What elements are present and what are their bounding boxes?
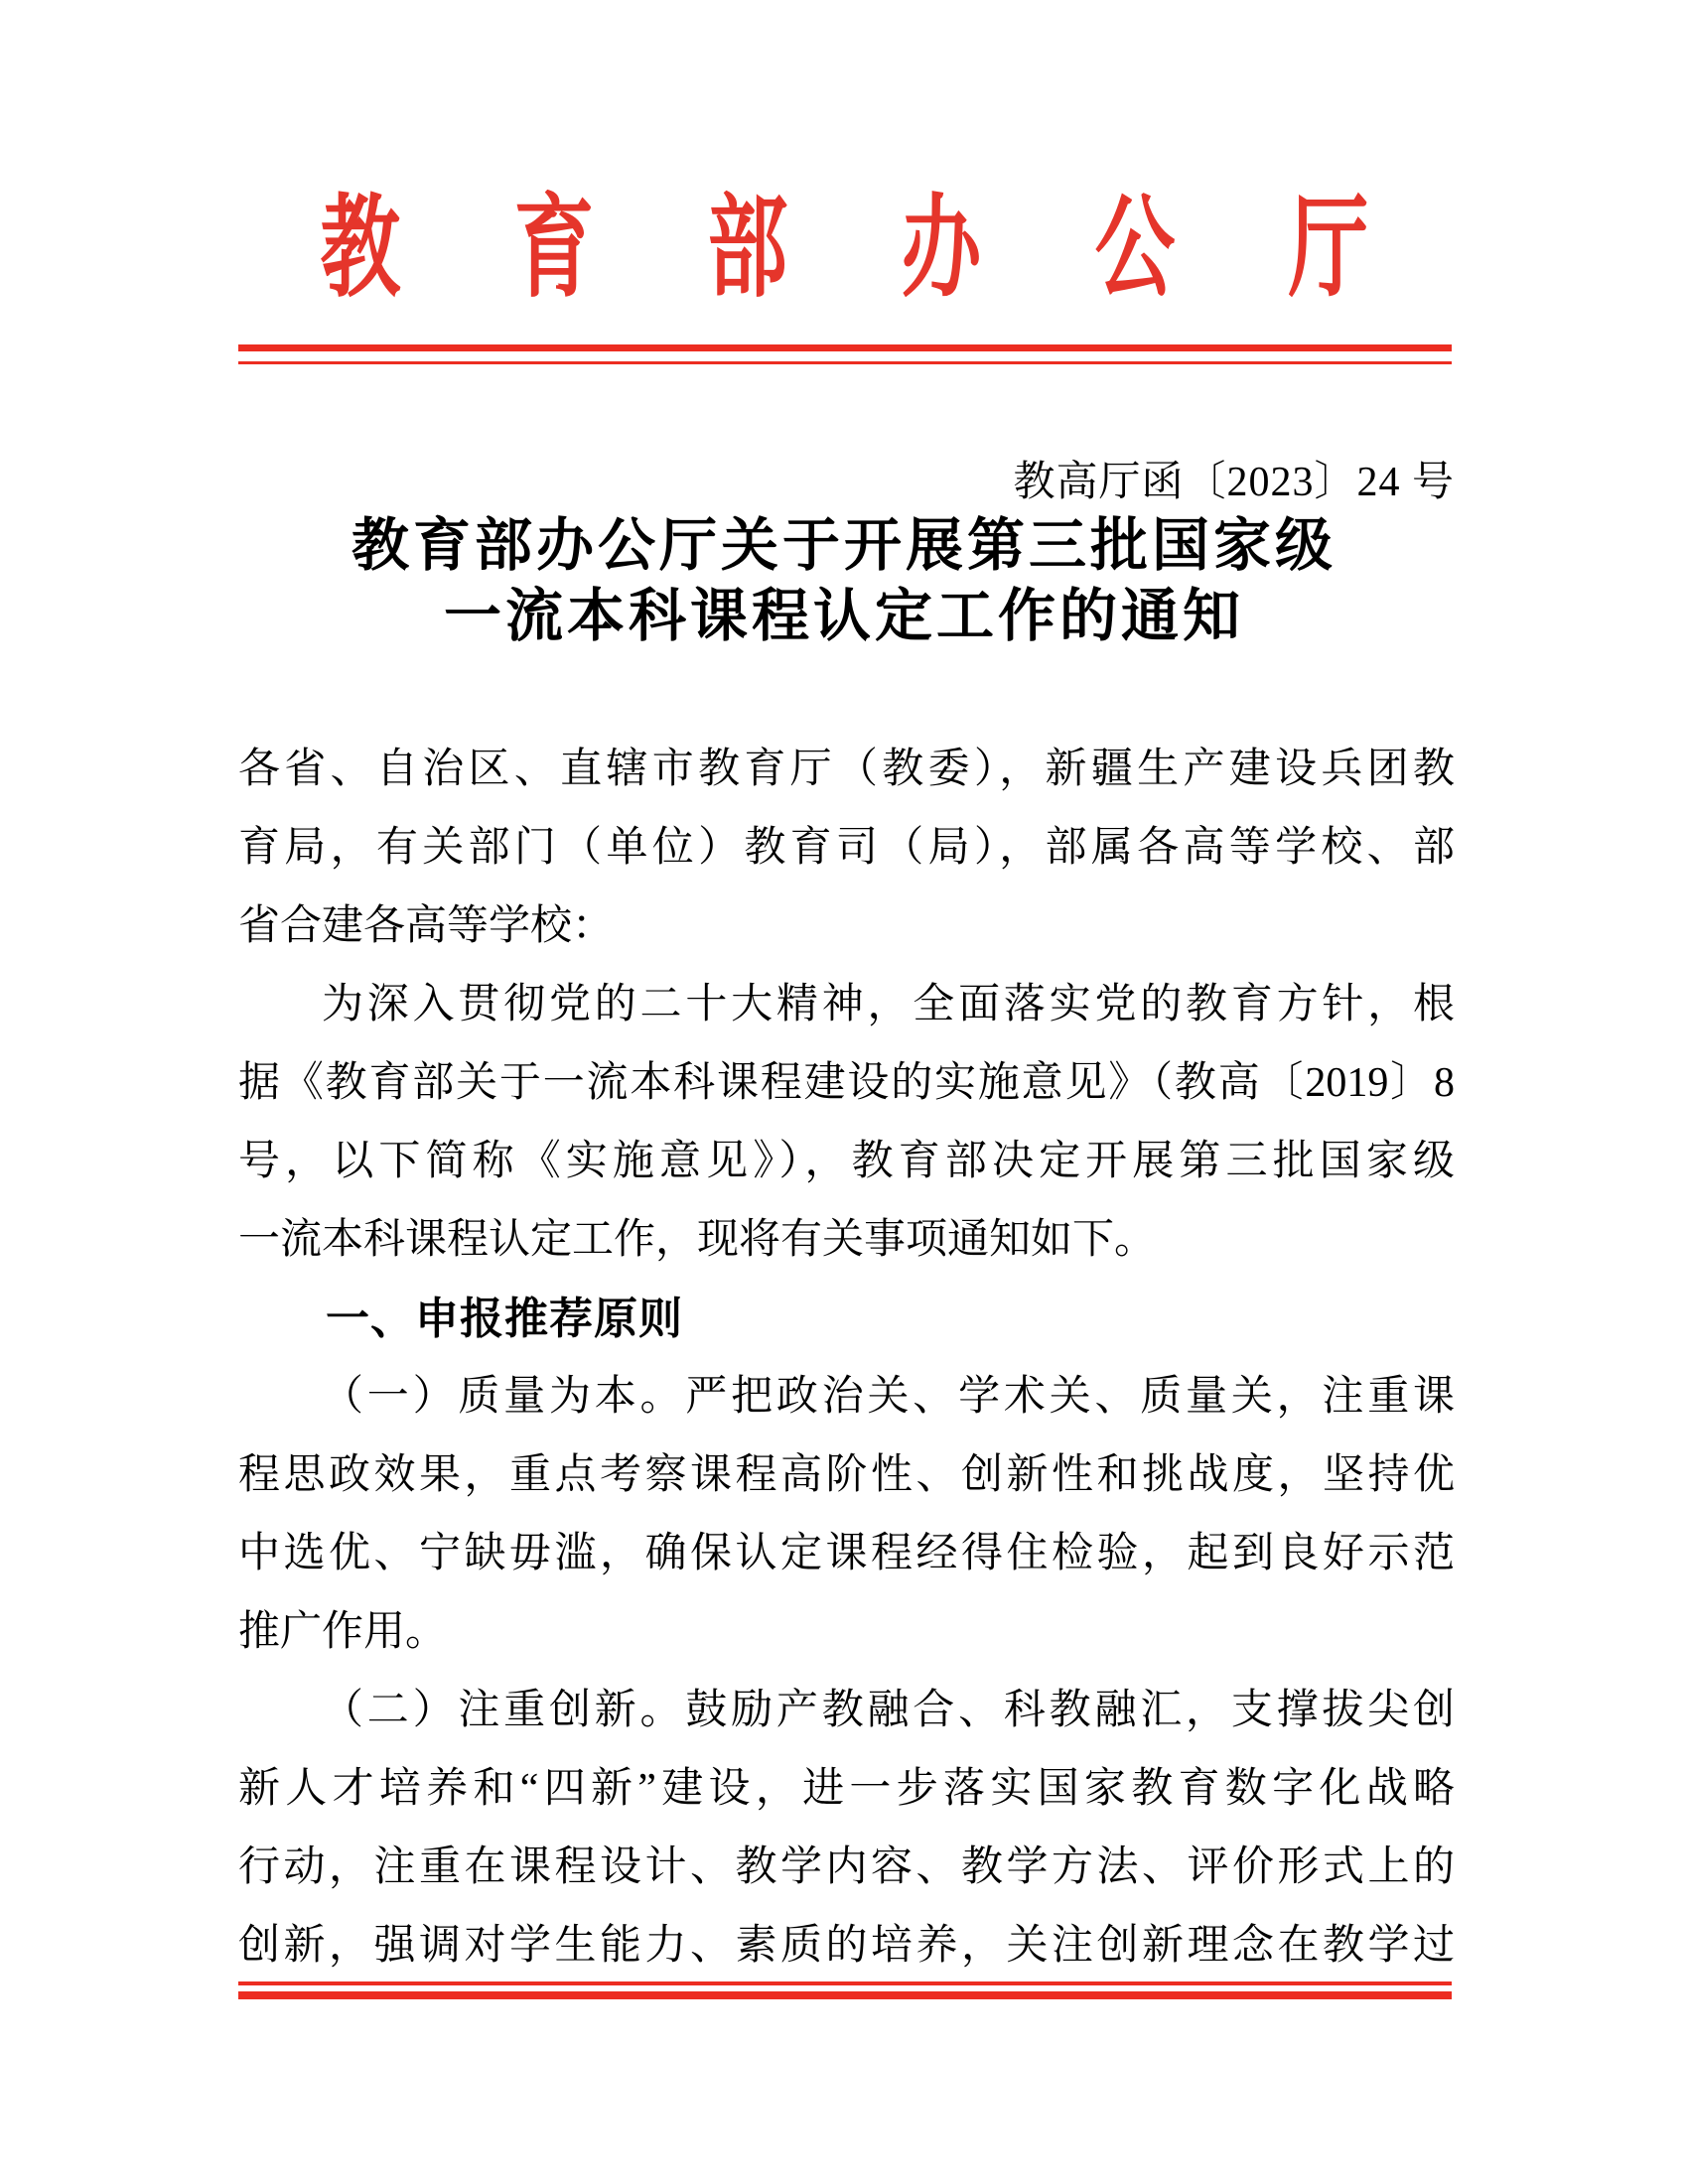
body-line: 各省、自治区、直辖市教育厅（教委），新疆生产建设兵团教	[238, 747, 1455, 792]
letterhead-char: 教	[320, 188, 400, 311]
document-title-line-2: 一流本科课程认定工作的通知	[443, 584, 1244, 648]
body-text	[238, 731, 1455, 1985]
body-line: 新人才培养和“四新”建设，进一步落实国家教育数字化战略	[238, 1766, 1455, 1812]
body-line: 行动，注重在课程设计、教学内容、教学方法、评价形式上的	[238, 1844, 1455, 1890]
letterhead-char: 育	[513, 188, 594, 311]
body-line: 程思政效果，重点考察课程高阶性、创新性和挑战度，坚持优	[238, 1452, 1455, 1498]
bottom-divider-thin-rule	[238, 1981, 1452, 1985]
body-line: 据《教育部关于一流本科课程建设的实施意见》（教高〔2019〕8	[238, 1060, 1455, 1106]
body-line: 推广作用。	[238, 1609, 448, 1655]
letterhead-title	[0, 188, 1688, 311]
top-divider-thick-rule	[238, 344, 1452, 351]
body-line: 省合建各高等学校：	[238, 903, 615, 949]
body-line: （二）注重创新。鼓励产教融合、科教融汇，支撑拔尖创	[322, 1688, 1455, 1733]
body-line: 育局，有关部门（单位）教育司（局），部属各高等学校、部	[238, 825, 1455, 871]
bottom-divider-thick-rule	[238, 1991, 1452, 1999]
document-title	[0, 510, 1688, 651]
body-line: 一、申报推荐原则	[326, 1294, 683, 1344]
letterhead-char: 厅	[1288, 188, 1368, 311]
letterhead-char: 办	[901, 188, 981, 311]
body-line: 创新，强调对学生能力、素质的培养，关注创新理念在教学过	[238, 1923, 1455, 1969]
body-line: 中选优、宁缺毋滥，确保认定课程经得住检验，起到良好示范	[238, 1531, 1455, 1576]
doc-number: 教高厅函〔2023〕24 号	[1013, 460, 1455, 505]
body-line: 为深入贯彻党的二十大精神，全面落实党的教育方针，根	[322, 982, 1455, 1027]
body-line: （一）质量为本。严把政治关、学术关、质量关，注重课	[322, 1374, 1455, 1420]
top-divider-thin-rule	[238, 361, 1452, 364]
letterhead-char: 公	[1094, 188, 1175, 311]
letterhead-char: 部	[707, 188, 787, 311]
body-line: 一流本科课程认定工作，现将有关事项通知如下。	[238, 1217, 1157, 1263]
document-title-line-1: 教育部办公厅关于开展第三批国家级	[351, 513, 1336, 578]
body-line: 号，以下简称《实施意见》），教育部决定开展第三批国家级	[238, 1139, 1455, 1184]
